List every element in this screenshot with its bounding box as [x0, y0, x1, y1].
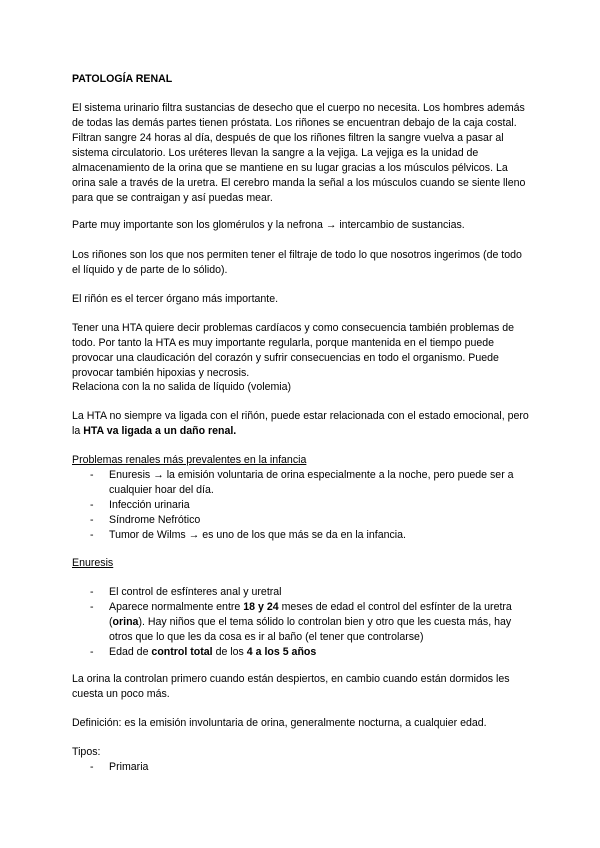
hta-paragraph: Tener una HTA quiere decir problemas cardíacos y como consecuencia también problemas de todo. Por tanto la HTA es muy importante regularla, porque mantenida en el tiempo puede provocar una claudicación del corazón y sufrir consecuencias en todo el organismo. Puede provocar también hipoxias y necrosis.: [72, 322, 515, 379]
list-item: [72, 513, 532, 528]
enuresis-list: [72, 585, 532, 660]
item-bold-2: 4 a los 5 años: [246, 646, 317, 658]
volemia-line: Relaciona con la no salida de líquido (volemia): [72, 381, 292, 393]
list-item-text: El control de esfínteres anal y uretral: [109, 586, 282, 598]
item-text-2: meses de edad el control del esfínter de la uretra (: [109, 601, 512, 628]
tipos-list: [72, 760, 532, 775]
list-item-text: Tumor de Wilms → es uno de los que más se da en la infancia.: [109, 529, 406, 541]
item-bold-1: 18 y 24: [243, 601, 279, 613]
list-item: [72, 468, 532, 498]
bullet-mark: -: [90, 469, 94, 481]
problemas-heading: Problemas renales más prevalentes en la infancia: [72, 454, 307, 466]
problemas-list-block: [72, 468, 532, 543]
item-text-1: Edad de: [109, 646, 152, 658]
rinones-paragraph: Los riñones son los que nos permiten tener el filtraje de todo lo que nosotros ingerimos (de todo el líquido y de parte de lo sólido).: [72, 249, 522, 276]
list-item: [72, 498, 532, 513]
control-paragraph: La orina la controlan primero cuando están despiertos, en cambio cuando están dormidos les cuesta un poco más.: [72, 673, 510, 700]
item-bold-1: control total: [151, 646, 213, 658]
bullet-mark: -: [90, 499, 94, 511]
tipos-label: Tipos:: [72, 746, 101, 758]
bullet-mark: -: [90, 646, 94, 658]
tipos-list-block: [72, 760, 532, 775]
bullet-mark: -: [90, 514, 94, 526]
bullet-mark: -: [90, 586, 94, 598]
list-item: [72, 600, 532, 645]
definicion-paragraph: Definición: es la emisión involuntaria de orina, generalmente nocturna, a cualquier edad.: [72, 717, 487, 729]
list-item-text: Primaria: [109, 761, 149, 773]
bullet-mark: -: [90, 601, 94, 613]
glomerulos-paragraph: Parte muy importante son los glomérulos y la nefrona → intercambio de sustancias.: [72, 219, 465, 231]
list-item: [72, 760, 532, 775]
list-item: [72, 585, 532, 600]
list-item: [72, 528, 532, 543]
enuresis-list-block: [72, 585, 532, 660]
list-item-text: Enuresis → la emisión voluntaria de orina especialmente a la noche, pero puede ser a cualquier hoar del día.: [109, 469, 514, 496]
item-text-2: de los: [212, 646, 247, 658]
bullet-mark: -: [90, 761, 94, 773]
list-item-text: Infección urinaria: [109, 499, 190, 511]
item-text-1: Aparece normalmente entre: [109, 601, 244, 613]
enuresis-heading: Enuresis: [72, 557, 114, 569]
page-title: PATOLOGÍA RENAL: [72, 73, 173, 85]
list-item-text: Síndrome Nefrótico: [109, 514, 201, 526]
tercer-organo-paragraph: El riñón es el tercer órgano más importante.: [72, 293, 279, 305]
list-item: [72, 645, 532, 660]
item-bold-2: orina: [112, 616, 139, 628]
item-text-3: ). Hay niños que el tema sólido lo controlan bien y otro que les cuesta más, hay otros que lo que les da cosa es ir al baño (el tener que controlarse): [109, 616, 512, 643]
hta-renal-bold: HTA va ligada a un daño renal.: [83, 425, 237, 437]
intro-paragraph: El sistema urinario filtra sustancias de desecho que el cuerpo no necesita. Los hombres además de todas las demás partes tienen próstata. Los riñones se encuentran debajo de la caja costal. Filtran sangre 24 horas al día, después de que los riñones filtren la sangre vuelva a pasar al sistema circulatorio. Los uréteres llevan la sangre a la vejiga. La vejiga es la unidad de almacenamiento de la orina que se mantiene en su lugar gracias a los músculos pélvicos. La orina sale a través de la uretra. El cerebro manda la señal a los músculos cuando se siente lleno para que se contraigan y así puedas mear.: [72, 102, 526, 204]
problemas-list: [72, 468, 532, 543]
hta-renal-paragraph: [72, 409, 532, 439]
hta-renal-text: La HTA no siempre va ligada con el riñón, puede estar relacionada con el estado emocional, pero la: [72, 410, 529, 437]
bullet-mark: -: [90, 529, 94, 541]
